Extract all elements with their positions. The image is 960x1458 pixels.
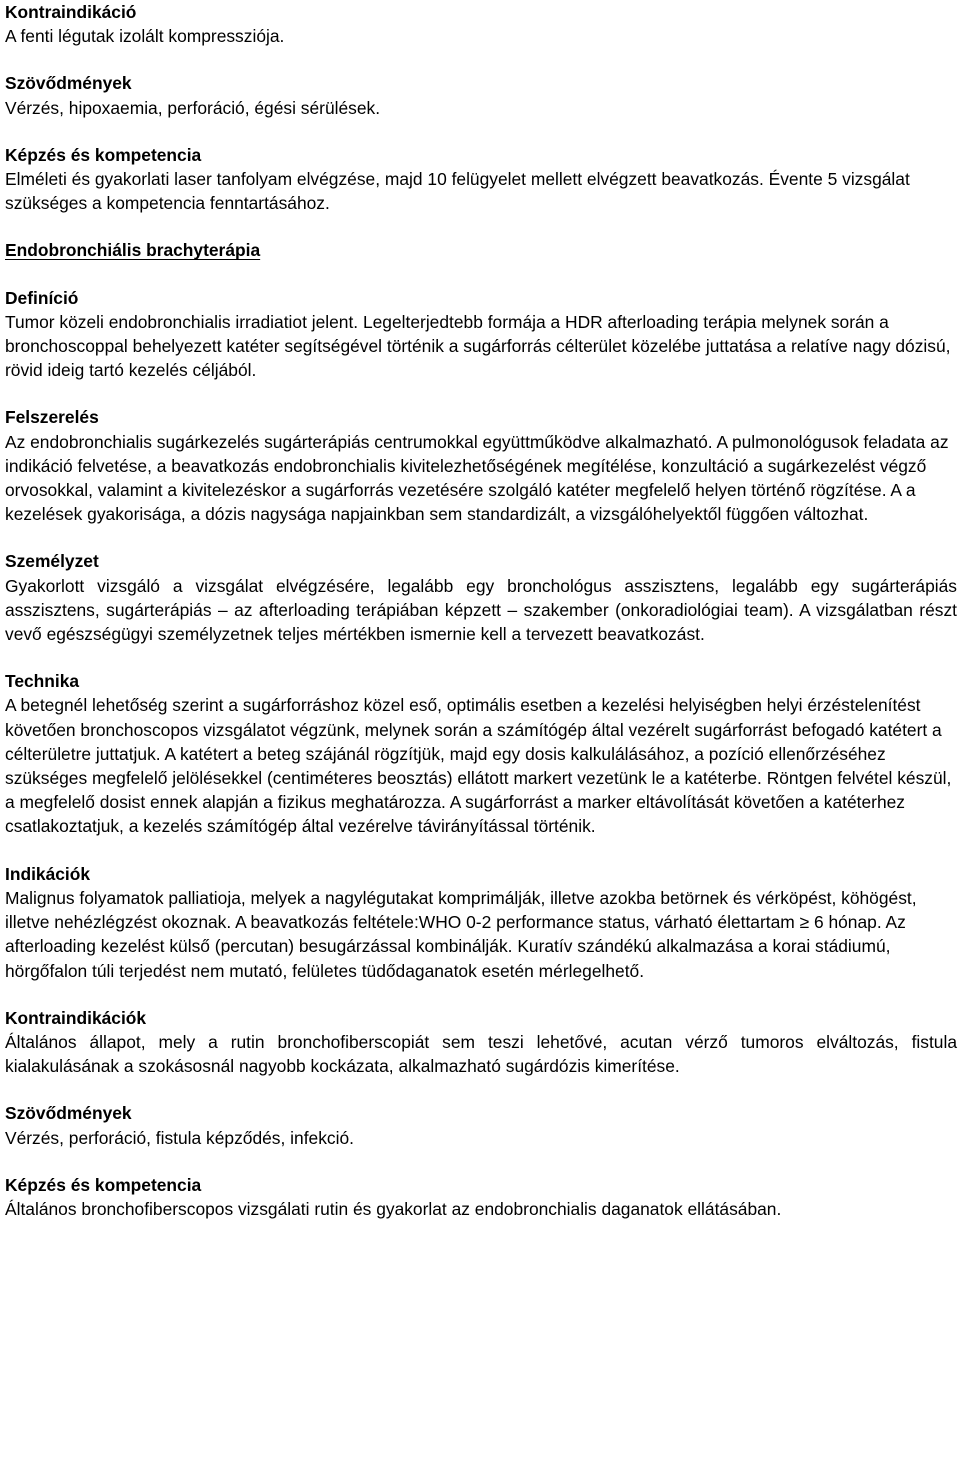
- section-szovodmenyek-2: [5, 1101, 957, 1149]
- section-text: Elméleti és gyakorlati laser tanfolyam elvégzése, majd 10 felügyelet mellett elvégzett beavatkozás. Évente 5 vizsgálat szükséges a kompetencia fenntartásához.: [5, 169, 910, 214]
- section-text: A fenti légutak izolált kompressziója.: [5, 26, 285, 47]
- section-heading: Technika: [5, 671, 80, 692]
- section-heading: Felszerelés: [5, 407, 99, 428]
- section-heading: Képzés és kompetencia: [5, 1174, 202, 1195]
- section-text: Gyakorlott vizsgáló a vizsgálat elvégzésére, legalább egy bronchológus asszisztens, legalább egy sugárterápiás asszisztens, sugárterápiás – az afterloading terápiában képzett – szakember (onkoradiológiai team). A vizsgálatban részt vevő egészségügyi személyzetnek teljes mértékben ismernie kell a tervezett beavatkozást.: [5, 575, 957, 645]
- section-text: Vérzés, hipoxaemia, perforáció, égési sérülések.: [5, 97, 381, 118]
- section-heading: Kontraindikáció: [5, 2, 137, 22]
- section-kepzes-es-kompetencia: [5, 143, 957, 216]
- main-title: Endobronchiális brachyterápia: [5, 240, 261, 261]
- section-kontraindikacio: [5, 0, 957, 48]
- section-technika: [5, 669, 957, 838]
- section-text: Általános állapot, mely a rutin bronchofiberscopiát sem teszi lehetővé, acutan vérző tumoros elváltozás, fistula kialakulásának a szokásosnál nagyobb kockázata, alkalmazható sugárdózis kimerítése.: [5, 1031, 957, 1077]
- section-heading: Definíció: [5, 287, 79, 308]
- document-page: [5, 0, 957, 1244]
- section-heading: Személyzet: [5, 551, 99, 572]
- section-text: Vérzés, perforáció, fistula képződés, infekció.: [5, 1127, 354, 1148]
- section-text: Tumor közeli endobronchialis irradiatiot jelent. Legelterjedtebb formája a HDR afterloading terápia melynek során a bronchoscoppal behelyezett katéter segítségével történik a sugárforrás célterület közelébe juttatása a relatíve nagy dózisú, rövid ideig tartó kezelés céljából.: [5, 311, 951, 381]
- section-text: Malignus folyamatok palliatioja, melyek a nagylégutakat komprimálják, illetve azokba betörnek és vérköpést, köhögést, illetve nehézlégzést okoznak. A beavatkozás feltétele:WHO 0-2 performance status, várható élettartam ≥ 6 hónap. Az afterloading kezelést külső (percutan) besugárzással kombinálják. Kuratív szándékú alkalmazása a korai stádiumú, hörgőfalon túli terjedést nem mutató, felületes tüdődaganatok esetén mérlegelhető.: [5, 887, 917, 981]
- section-definicio: [5, 286, 957, 383]
- section-heading: Kontraindikációk: [5, 1007, 147, 1028]
- section-indikaciok: [5, 862, 957, 983]
- section-felszereles: [5, 405, 957, 526]
- section-text: Általános bronchofiberscopos vizsgálati rutin és gyakorlat az endobronchialis daganatok ellátásában.: [5, 1198, 782, 1219]
- section-szemelyzet: [5, 549, 957, 646]
- section-heading: Szövődmények: [5, 73, 132, 94]
- section-kontraindikaciok: [5, 1006, 957, 1079]
- section-heading: Indikációk: [5, 863, 91, 884]
- section-heading: Szövődmények: [5, 1103, 132, 1124]
- section-text: A betegnél lehetőség szerint a sugárforráshoz közel eső, optimális esetben a kezelési helyiségben helyi érzéstelenítést követően bronchoscopos vizsgálatot végzünk, melynek során a számítógép által vezérelt sugárforrást befogadó katétert a célterületre juttatjuk. A katétert a beteg szájánál rögzítjük, majd egy dosis kalkulálásához, a pozíció ellenőrzéséhez szükséges megfelelő jelölésekkel (centiméteres beosztás) ellátott markert vezetünk le a katéterbe. Röntgen felvétel készül, a megfelelő dosist ennek alapján a fizikus meghatározza. A sugárforrást a marker eltávolítását követően a katéterhez csatlakoztatjuk, a kezelés számítógép által vezérelve távirányítással történik.: [5, 695, 952, 837]
- section-heading: Képzés és kompetencia: [5, 144, 202, 165]
- section-text: Az endobronchialis sugárkezelés sugárterápiás centrumokkal együttműködve alkalmazható. A pulmonológusok feladata az indikáció felvetése, a beavatkozás endobronchialis kivitelezhetőségének megítélése, konzultáció a sugárkezelést végző orvosokkal, valamint a kivitelezéskor a sugárforrás vezetésére szolgáló katéter megfelelő helyen történő rögzítése. A a kezelések gyakorisága, a dózis nagysága napjainkban sem standardizált, a vizsgálóhelyektől függően változhat.: [5, 431, 949, 525]
- section-szovodmenyek: [5, 71, 957, 119]
- section-kepzes-es-kompetencia-2: [5, 1173, 957, 1221]
- main-title-row: [5, 238, 957, 285]
